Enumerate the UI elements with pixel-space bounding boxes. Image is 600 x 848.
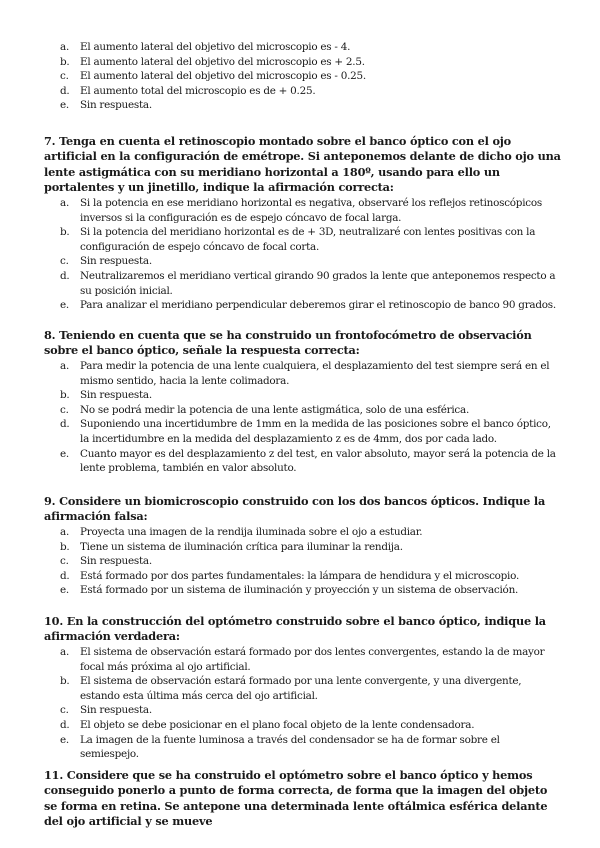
q10-option-d [60,718,560,733]
q7-option-b [60,225,560,254]
option-text: Sin respuesta. [80,99,152,112]
q7-option-c [60,254,560,269]
q10-title: 10. En la construcción del optómetro construido sobre el banco óptico, indique la afirmación verdadera: [44,614,546,644]
option-text: Proyecta una imagen de la rendija iluminada sobre el ojo a estudiar. [80,526,423,538]
q10-option-e [60,733,560,762]
option-text: Sin respuesta. [80,555,152,568]
q8-title: 8. Teniendo en cuenta que se ha construido un frontofocómetro de observación sobre el banco óptico, señale la respuesta correcta: [44,328,532,358]
option-text: No se podrá medir la potencia de una lente astigmática, solo de una esférica. [80,403,469,416]
q6-option-b [60,55,560,70]
option-letter: e. [60,299,69,312]
option-text: Está formado por dos partes fundamentales: la lámpara de hendidura y el microscopio. [80,569,520,582]
option-letter: d. [60,569,70,582]
q9-option-d [60,569,560,584]
option-letter: e. [60,733,69,746]
q6-option-a [60,40,560,55]
option-letter: d. [60,269,70,282]
option-text: Si la potencia del meridiano horizontal es de + 3D, neutralizaré con lentes positivas con la configuración de espejo cóncavo de focal corta. [80,226,536,253]
option-letter: b. [60,675,70,688]
option-letter: b. [60,540,70,553]
option-letter: e. [60,99,69,112]
q9-title: 9. Considere un biomicroscopio construido con los dos bancos ópticos. Indique la afirmación falsa: [44,494,546,524]
q8-option-b [60,388,560,403]
option-text: La imagen de la fuente luminosa a través del condensador se ha de formar sobre el semiespejo. [80,733,500,761]
q6-options [60,40,560,113]
option-text: Para analizar el meridiano perpendicular deberemos girar el retinoscopio de banco 90 grados. [80,299,556,312]
q8-option-e [60,447,560,476]
option-letter: a. [60,360,69,372]
option-text: Si la potencia en ese meridiano horizontal es negativa, observaré los reflejos retinoscópicos inversos si la configuración es de espejo cóncavo de focal larga. [80,197,542,224]
option-text: El objeto se debe posicionar en el plano focal objeto de la lente condensadora. [80,718,475,731]
q7-option-e [60,298,560,313]
option-letter: d. [60,418,70,431]
q9-option-a [60,525,560,540]
option-letter: c. [60,555,69,568]
option-text: Neutralizaremos el meridiano vertical girando 90 grados la lente que anteponemos respecto a su posición inicial. [80,269,556,297]
option-letter: b. [60,226,70,239]
option-letter: c. [60,70,69,83]
option-letter: a. [60,526,69,538]
option-text: Suponiendo una incertidumbre de 1mm en la medida de las posiciones sobre el banco óptico, la incertidumbre en la medida del desplazamiento z es de 4mm, dos por cada lado. [80,418,551,445]
q10-option-c [60,703,560,718]
option-text: Tiene un sistema de iluminación crítica para iluminar la rendija. [80,540,403,553]
q8-options [60,359,560,476]
q8-option-c [60,403,560,418]
q9-option-b [60,540,560,555]
q8-option-d [60,417,560,446]
option-text: Sin respuesta. [80,255,152,268]
q6-option-d [60,84,560,99]
option-text: Sin respuesta. [80,704,152,717]
option-text: Sin respuesta. [80,389,152,402]
q11-title: 11. Considere que se ha construido el optómetro sobre el banco óptico y hemos conseguido ponerlo a punto de forma correcta, de forma que la imagen del objeto se forma en retina. Se antepone una determinada lente oftálmica esférica delante del ojo artificial y se mueve [44,768,548,828]
q10-option-a [60,645,560,674]
option-text: El aumento lateral del objetivo del microscopio es - 0.25. [80,70,366,83]
option-text: Está formado por un sistema de iluminación y proyección y un sistema de observación. [80,584,519,597]
option-text: El aumento lateral del objetivo del microscopio es + 2.5. [80,55,365,68]
option-letter: e. [60,584,69,597]
option-letter: b. [60,389,70,402]
option-letter: a. [60,41,69,53]
q7-option-d [60,269,560,298]
option-text: Cuanto mayor es del desplazamiento z del test, en valor absoluto, mayor será la potencia de la lente problema, también en valor absoluto. [80,447,556,475]
option-text: El aumento total del microscopio es de + 0.25. [80,84,316,97]
q9-option-e [60,583,560,598]
option-letter: c. [60,255,69,268]
q7-title: 7. Tenga en cuenta el retinoscopio montado sobre el banco óptico con el ojo artificial en la configuración de emétrope. Si anteponemos delante de dicho ojo una lente astigmática con su meridiano horizontal a 180º, usando para ello un portalentes y un jinetillo, indique la afirmación correcta: [44,134,561,194]
option-text: El aumento lateral del objetivo del microscopio es - 4. [80,41,351,53]
option-text: El sistema de observación estará formado por una lente convergente, y una divergente, estando esta última más cerca del ojo artificial. [80,675,522,702]
q6-option-e [60,98,560,113]
q7-options [60,196,560,313]
q9-options [60,525,560,598]
q10-options [60,645,560,762]
option-letter: b. [60,55,70,68]
option-text: El sistema de observación estará formado por dos lentes convergentes, estando la de mayor focal más próxima al ojo artificial. [80,646,545,673]
option-letter: a. [60,197,69,209]
q10-option-b [60,674,560,703]
q6-option-c [60,69,560,84]
option-letter: a. [60,646,69,658]
q7-option-a [60,196,560,225]
option-text: Para medir la potencia de una lente cualquiera, el desplazamiento del test siempre será en el mismo sentido, hacia la lente colimadora. [80,360,550,387]
option-letter: e. [60,447,69,460]
option-letter: d. [60,84,70,97]
option-letter: c. [60,704,69,717]
option-letter: d. [60,718,70,731]
q9-option-c [60,554,560,569]
q8-option-a [60,359,560,388]
option-letter: c. [60,403,69,416]
